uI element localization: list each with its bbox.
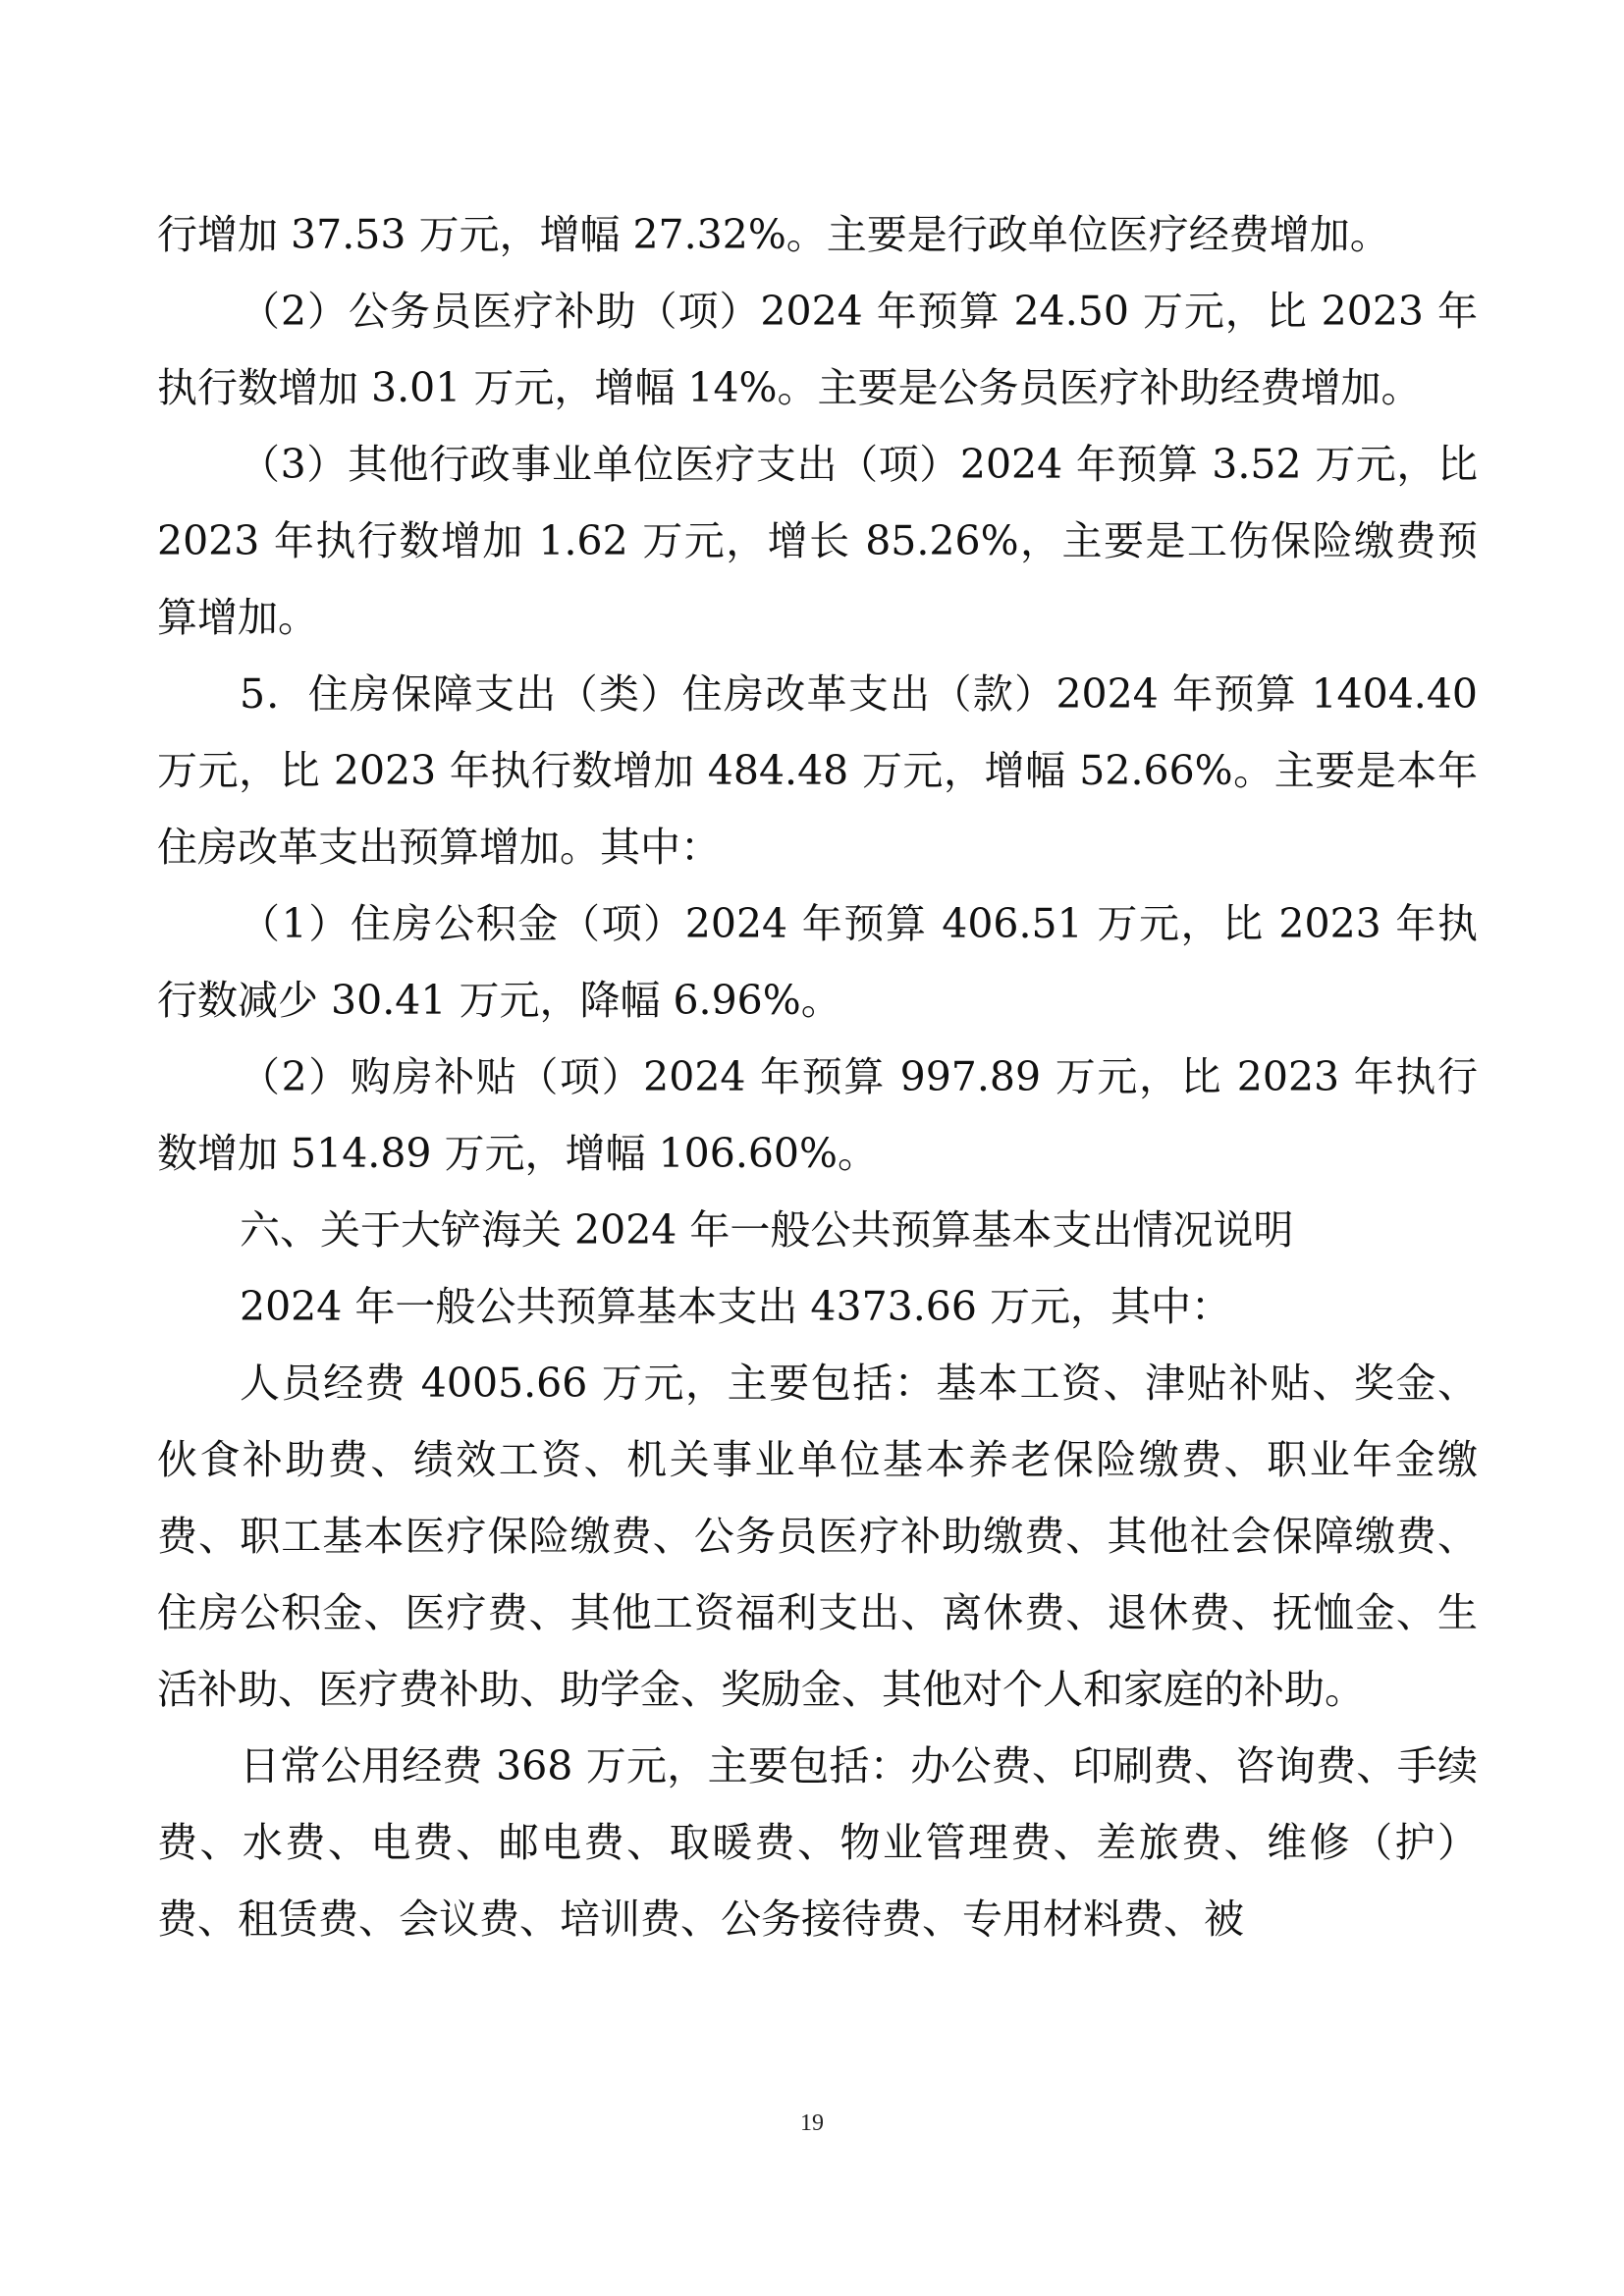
paragraph-housing-provident-fund: （1）住房公积金（项）2024 年预算 406.51 万元，比 2023 年执行数减少 30.41 万元，降幅 6.96%。 [157,900,1478,1024]
paragraph-housing-purchase-subsidy: （2）购房补贴（项）2024 年预算 997.89 万元，比 2023 年执行数增加 514.89 万元，增幅 106.60%。 [157,1053,1478,1177]
section-heading-basic-expenditure: 六、关于大铲海关 2024 年一般公共预算基本支出情况说明 [240,1206,1294,1254]
paragraph-medical-admin-continued: 行增加 37.53 万元，增幅 27.32%。主要是行政单位医疗经费增加。 [157,211,1390,258]
paragraph-other-medical-expenditure: （3）其他行政事业单位医疗支出（项）2024 年预算 3.52 万元，比 2023 年执行数增加 1.62 万元，增长 85.26%，主要是工伤保险缴费预算增加。 [157,441,1478,641]
page-number: 19 [800,2110,824,2136]
body-text [157,196,1478,1957]
paragraph-public-expenses: 日常公用经费 368 万元，主要包括：办公费、印刷费、咨询费、手续费、水费、电费、邮电费、取暖费、物业管理费、差旅费、维修（护）费、租赁费、会议费、培训费、公务接待费、专用材料费、被 [157,1742,1478,1943]
paragraph-housing-security-expenditure: 5．住房保障支出（类）住房改革支出（款）2024 年预算 1404.40 万元，比 2023 年执行数增加 484.48 万元，增幅 52.66%。主要是本年住房改革支出预算增加。其中： [157,670,1478,871]
paragraph-personnel-expenses: 人员经费 4005.66 万元，主要包括：基本工资、津贴补贴、奖金、伙食补助费、绩效工资、机关事业单位基本养老保险缴费、职业年金缴费、职工基本医疗保险缴费、公务员医疗补助缴费、其他社会保障缴费、住房公积金、医疗费、其他工资福利支出、离休费、退休费、抚恤金、生活补助、医疗费补助、助学金、奖励金、其他对个人和家庭的补助。 [157,1360,1478,1713]
paragraph-basic-expenditure-total: 2024 年一般公共预算基本支出 4373.66 万元，其中： [240,1283,1231,1330]
paragraph-civil-servant-medical-subsidy: （2）公务员医疗补助（项）2024 年预算 24.50 万元，比 2023 年执行数增加 3.01 万元，增幅 14%。主要是公务员医疗补助经费增加。 [157,288,1478,411]
